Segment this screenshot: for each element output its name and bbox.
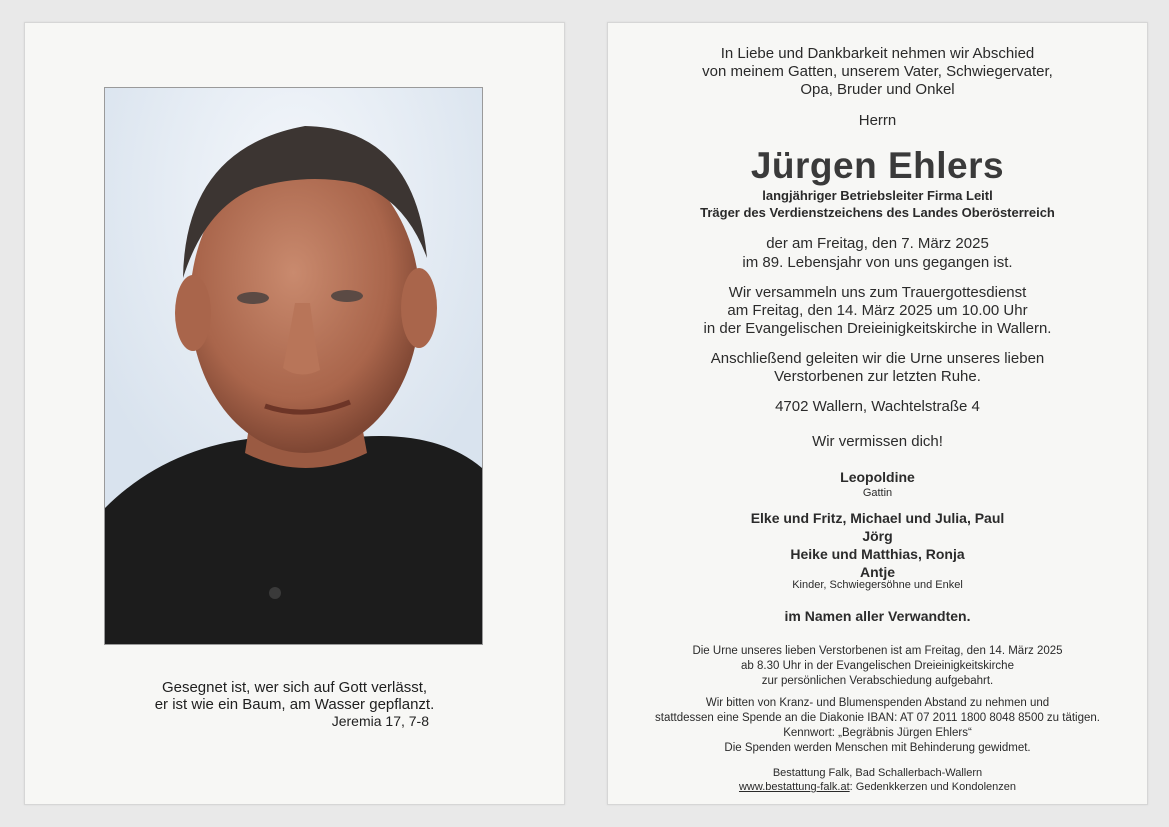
portrait-photo [104,87,483,645]
intro-line: Opa, Bruder und Onkel [800,81,955,98]
urn-info-line: ab 8.30 Uhr in der Evangelischen Dreieinigkeitskirche [741,660,1014,672]
donation-line: Kennwort: „Begräbnis Jürgen Ehlers“ [783,727,972,739]
funeral-home-name: Bestattung Falk, Bad Schallerbach-Wallern [772,767,983,779]
children-list [608,509,1147,581]
urn-info-line: zur persönlichen Verabschiedung aufgebahrt. [761,675,994,687]
miss-you-line: Wir vermissen dich! [812,433,943,450]
donation-info [608,696,1147,756]
urn-procession [608,350,1147,386]
verse-reference: Jeremia 17, 7-8 [331,713,429,729]
verse-line-1: Gesegnet ist, wer sich auf Gott verlässt, [161,679,428,696]
deceased-titles [608,187,1147,221]
family-address: 4702 Wallern, Wachtelstraße 4 [775,398,980,415]
urn-info-line: Die Urne unseres lieben Verstorbenen ist am Freitag, den 14. März 2025 [692,645,1063,657]
verse-line-2: er ist wie ein Baum, am Wasser gepflanzt. [154,696,435,713]
deceased-name: Jürgen Ehlers [750,145,1005,186]
death-line: im 89. Lebensjahr von uns gegangen ist. [742,254,1013,271]
children-line: Antje [860,564,895,580]
wife-role: Gattin [862,487,893,499]
title-line: Träger des Verdienstzeichens des Landes Oberösterreich [700,205,1055,220]
intro-line: In Liebe und Dankbarkeit nehmen wir Abschied [720,45,1035,62]
portrait-image [105,88,482,644]
website-suffix: : Gedenkkerzen und Kondolenzen [849,781,1016,793]
donation-line: stattdessen eine Spende an die Diakonie IBAN: AT 07 2011 1800 8048 8500 zu tätigen. [655,712,1100,724]
children-role: Kinder, Schwiegersöhne und Enkel [792,579,963,591]
urn-viewing-info [608,644,1147,689]
relatives-line: im Namen aller Verwandten. [784,608,971,624]
wife-name: Leopoldine [840,469,915,485]
children-line: Heike und Matthias, Ronja [790,546,965,562]
service-line: Wir versammeln uns zum Trauergottesdienst [728,284,1027,301]
right-card-panel [607,22,1148,805]
salutation: Herrn [858,112,897,129]
urn-line: Anschließend geleiten wir die Urne unseres lieben [710,350,1045,367]
left-card-panel [24,22,565,805]
website-link[interactable]: www.bestattung-falk.at [738,781,850,793]
intro-line: von meinem Gatten, unserem Vater, Schwiegervater, [702,63,1053,80]
title-line: langjähriger Betriebsleiter Firma Leitl [762,188,993,203]
funeral-home-info [608,766,1147,794]
service-line: am Freitag, den 14. März 2025 um 10.00 Uhr [727,302,1028,319]
donation-line: Die Spenden werden Menschen mit Behinderung gewidmet. [724,742,1031,754]
death-line: der am Freitag, den 7. März 2025 [766,235,989,252]
funeral-home-web [608,780,1147,794]
bible-verse [25,679,564,730]
children-line: Jörg [862,528,893,544]
donation-line: Wir bitten von Kranz- und Blumenspenden Abstand zu nehmen und [705,697,1050,709]
intro-text [608,45,1147,99]
urn-line: Verstorbenen zur letzten Ruhe. [774,368,981,385]
death-notice [608,234,1147,272]
children-line: Elke und Fritz, Michael und Julia, Paul [750,510,1005,526]
service-info [608,284,1147,338]
service-line: in der Evangelischen Dreieinigkeitskirche in Wallern. [703,320,1052,337]
